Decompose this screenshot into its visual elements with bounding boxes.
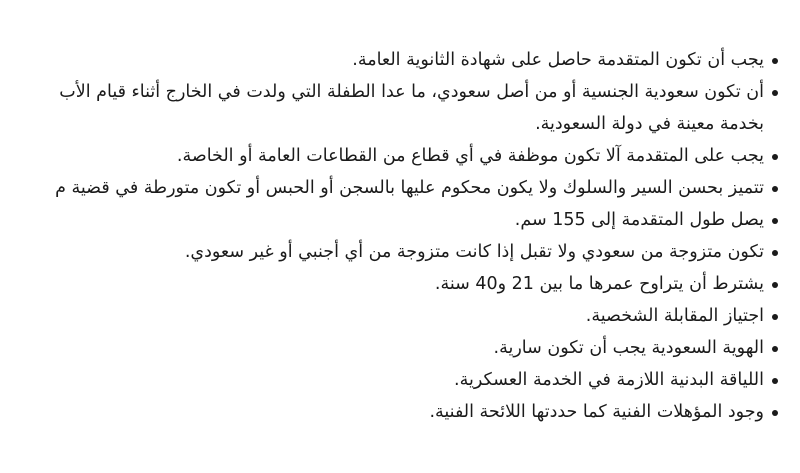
list-item xyxy=(20,396,780,428)
requirement-text: يصل طول المتقدمة إلى 155 سم. xyxy=(514,210,764,230)
requirement-text: تتميز بحسن السير والسلوك ولا يكون محكوم عليها بالسجن أو الحبس أو تكون متورطة في قضية م xyxy=(55,178,764,198)
list-item xyxy=(20,44,780,76)
bullet-icon xyxy=(770,364,780,396)
bullet-icon xyxy=(770,396,780,428)
requirement-text: يشترط أن يتراوح عمرها ما بين 21 و40 سنة. xyxy=(434,274,764,294)
bullet-icon xyxy=(770,140,780,172)
bullet-icon xyxy=(770,300,780,332)
requirement-text: تكون متزوجة من سعودي ولا تقبل إذا كانت متزوجة من أي أجنبي أو غير سعودي. xyxy=(184,242,764,262)
bullet-icon xyxy=(770,76,780,108)
bullet-icon xyxy=(770,268,780,300)
list-item xyxy=(20,204,780,236)
requirement-text: يجب على المتقدمة آلا تكون موظفة في أي قطاع من القطاعات العامة أو الخاصة. xyxy=(176,146,764,166)
bullet-icon xyxy=(770,172,780,204)
list-item xyxy=(20,364,780,396)
list-item xyxy=(20,172,780,204)
bullet-icon xyxy=(770,332,780,364)
list-item xyxy=(20,76,780,140)
requirement-text: الهوية السعودية يجب أن تكون سارية. xyxy=(493,338,764,358)
list-item xyxy=(20,300,780,332)
list-item xyxy=(20,332,780,364)
bullet-icon xyxy=(770,236,780,268)
list-item xyxy=(20,140,780,172)
list-item xyxy=(20,236,780,268)
requirement-text: اللياقة البدنية اللازمة في الخدمة العسكرية. xyxy=(454,370,764,390)
bullet-icon xyxy=(770,204,780,236)
requirement-text: اجتياز المقابلة الشخصية. xyxy=(585,306,764,326)
list-item xyxy=(20,268,780,300)
requirement-text xyxy=(20,76,764,140)
requirement-text-line: بخدمة معينة في دولة السعودية. xyxy=(535,114,764,134)
bullet-icon xyxy=(770,44,780,76)
requirement-text-line: أن تكون سعودية الجنسية أو من أصل سعودي، ما عدا الطفلة التي ولدت في الخارج أثناء قيام الأب xyxy=(59,82,764,102)
requirement-text: وجود المؤهلات الفنية كما حددتها اللائحة الفنية. xyxy=(429,402,764,422)
requirement-text: يجب أن تكون المتقدمة حاصل على شهادة الثانوية العامة. xyxy=(352,50,764,70)
requirements-list xyxy=(20,44,780,428)
